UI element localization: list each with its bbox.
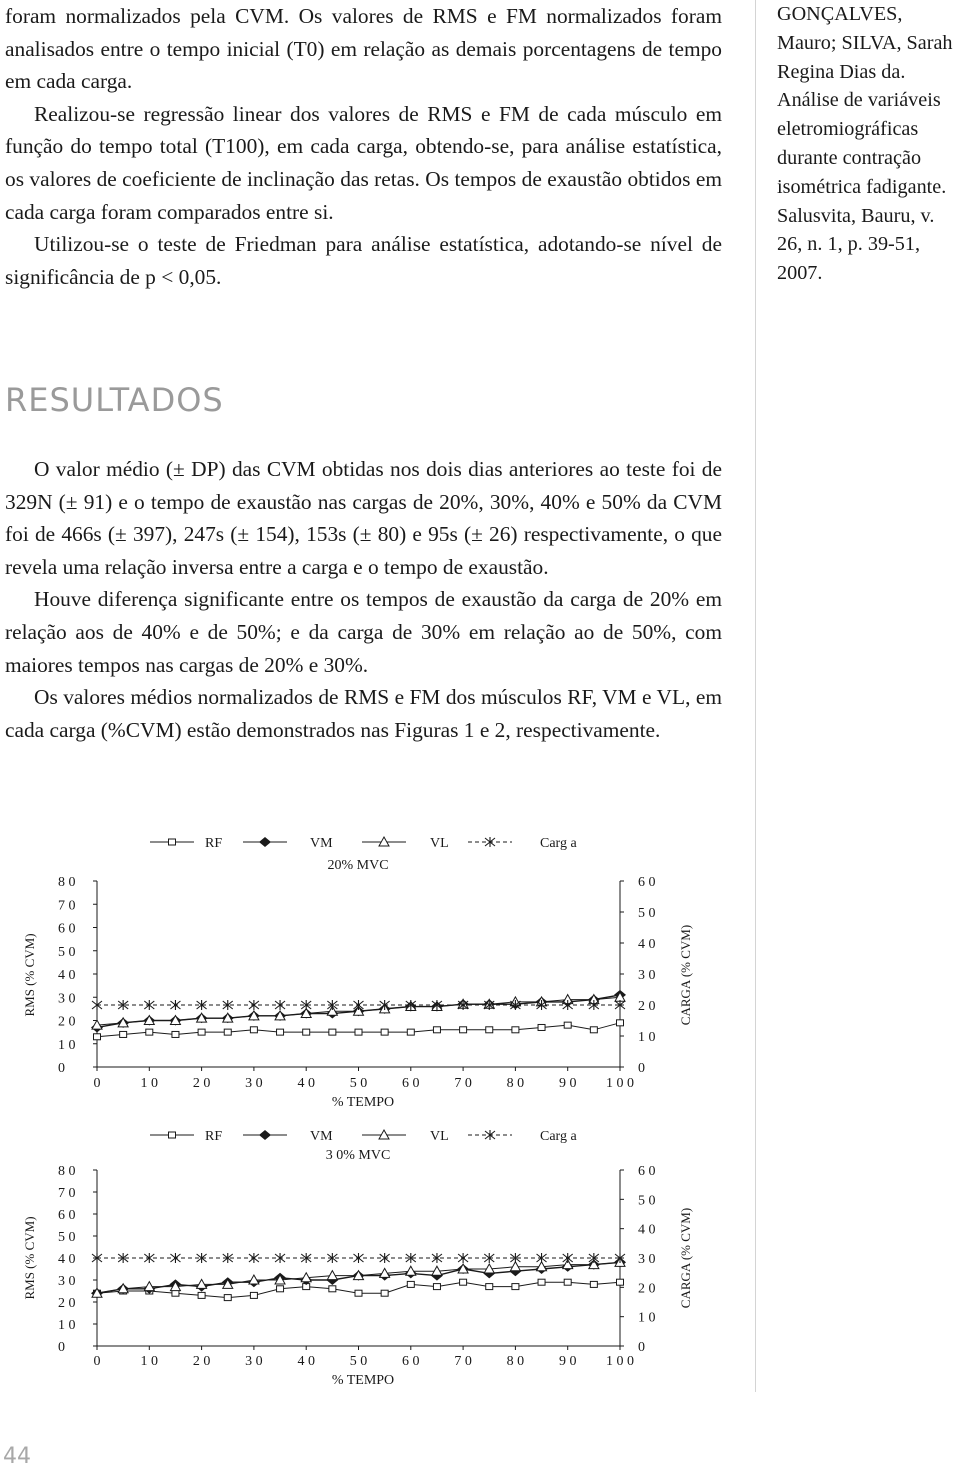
results-paragraph-1: O valor médio (± DP) das CVM obtidas nos dois dias anteriores ao teste foi de 329N (± 91) e o tempo de exaustão nas cargas de 20%, 30%, 40% e 50% da CVM foi de 466s (± 397), 247s (± 154), 153s (± 80) e 95s (± 26) respectivamente, o que revela uma relação inversa entre a carga e o tempo de exaustão. — [5, 457, 722, 579]
data-point — [144, 1253, 154, 1263]
y-right-tick-label: 2 0 — [638, 1281, 656, 1297]
data-point — [172, 1031, 179, 1037]
data-point — [120, 1031, 127, 1037]
data-point — [250, 1292, 257, 1298]
legend-label: VM — [310, 836, 333, 851]
x-axis-label: % TEMPO — [331, 1373, 395, 1388]
x-tick-label: 2 0 — [192, 1076, 211, 1091]
data-point — [275, 1253, 285, 1263]
results-paragraph-3: Os valores médios normalizados de RMS e FM dos músculos RF, VM e VL, em cada carga (%CVM) estão demonstrados nas Figuras 1 e 2, respectivamente. — [5, 685, 722, 742]
x-tick-label: 7 0 — [454, 1076, 472, 1091]
y-right-tick-label: 6 0 — [638, 875, 656, 890]
data-point — [249, 1253, 259, 1263]
y-right-tick-label: 6 0 — [638, 1164, 656, 1179]
citation-details: Bauru, v. 26, n. 1, p. 39-51, 2007. — [777, 204, 935, 285]
legend-label: RF — [205, 1129, 223, 1144]
chart-30-mvc — [0, 1118, 740, 1393]
data-point — [407, 1029, 414, 1035]
legend-marker — [259, 1130, 271, 1140]
data-point — [170, 1253, 180, 1263]
data-point — [381, 1290, 388, 1296]
y-left-tick-label: 1 0 — [58, 1037, 76, 1053]
y-left-tick-label: 0 — [58, 1340, 65, 1355]
intro-paragraph-2: Realizou-se regressão linear dos valores de RMS e FM de cada músculo em função do tempo total (T100), em cada carga, obtendo-se, para análise estatística, os valores de coeficiente de inclinação das retas. Os tempos de exaustão obtidos em cada carga foram comparados entre si. — [5, 101, 722, 224]
y-right-tick-label: 1 0 — [638, 1030, 656, 1045]
data-point — [564, 1279, 571, 1285]
y-right-axis-label: CARGA (% CVM) — [678, 1207, 693, 1309]
data-point — [538, 1024, 545, 1030]
legend-item — [468, 1129, 577, 1144]
y-right-tick-label: 3 0 — [638, 968, 656, 983]
data-point — [144, 1282, 154, 1291]
x-tick-label: 0 — [93, 1076, 101, 1091]
x-tick-label: 7 0 — [454, 1354, 472, 1369]
legend-marker — [169, 1132, 176, 1138]
data-point — [329, 1286, 336, 1292]
x-tick-label: 1 0 0 — [606, 1076, 634, 1091]
data-point — [563, 1000, 573, 1010]
data-point — [460, 1027, 467, 1033]
data-point — [564, 1022, 571, 1028]
citation-authors: GONÇALVES, Mauro; SILVA, Sarah Regina Dias da. — [777, 3, 953, 83]
results-paragraph-2: Houve diferença significante entre os tempos de exaustão da carga de 20% em relação aos de 40% e de 50%; e da carga de 30% em relação ao de 50%, com maiores tempos nas cargas de 20% e 30%. — [5, 587, 722, 677]
data-point — [277, 1029, 284, 1035]
x-tick-label: 9 0 — [558, 1076, 577, 1091]
data-point — [460, 1279, 467, 1285]
intro-paragraph-3: Utilizou-se o teste de Friedman para análise estatística, adotando-se nível de significância de p < 0,05. — [5, 232, 722, 289]
legend-label: VL — [430, 836, 449, 851]
y-left-tick-label: 6 0 — [58, 921, 76, 937]
x-tick-label: 6 0 — [402, 1076, 420, 1091]
legend-item — [362, 1129, 449, 1144]
chart-title: 20% MVC — [327, 858, 389, 873]
data-point — [144, 1000, 154, 1010]
y-left-tick-label: 3 0 — [58, 991, 76, 1007]
legend-item — [243, 1129, 333, 1144]
data-point — [170, 1000, 180, 1010]
y-left-axis-label: RMS (% CVM) — [22, 1216, 37, 1300]
legend-item — [243, 836, 333, 851]
x-tick-label: 5 0 — [349, 1354, 368, 1369]
data-point — [198, 1029, 205, 1035]
citation-reference — [777, 202, 960, 288]
data-point — [590, 1281, 597, 1287]
section-heading: RESULTADOS — [5, 381, 224, 419]
intro-text — [5, 0, 722, 293]
intro-paragraph-1: foram normalizados pela CVM. Os valores de RMS e FM normalizados foram analisados entre o tempo inicial (T0) em relação as demais porcentagens de tempo em cada carga. — [5, 4, 722, 94]
legend-marker — [259, 837, 271, 847]
y-left-tick-label: 4 0 — [58, 1252, 76, 1267]
y-right-tick-label: 2 0 — [638, 999, 656, 1014]
x-tick-label: 6 0 — [402, 1354, 420, 1369]
x-tick-label: 8 0 — [506, 1354, 525, 1369]
data-point — [381, 1029, 388, 1035]
data-point — [380, 1000, 390, 1010]
data-point — [224, 1295, 231, 1301]
y-left-tick-label: 8 0 — [58, 1164, 76, 1179]
y-left-tick-label: 8 0 — [58, 875, 76, 890]
y-right-tick-label: 0 — [638, 1340, 645, 1355]
data-point — [355, 1029, 362, 1035]
citation-box — [777, 0, 960, 288]
legend-label: Carg a — [540, 836, 577, 851]
data-point — [563, 1253, 573, 1263]
legend-item — [468, 836, 577, 851]
page-number: 44 — [3, 1444, 31, 1469]
data-point — [406, 1266, 416, 1275]
data-point — [354, 1253, 364, 1263]
data-point — [512, 1284, 519, 1290]
x-tick-label: 0 — [93, 1354, 101, 1369]
chart-20-mvc — [0, 825, 740, 1115]
y-right-tick-label: 4 0 — [638, 1222, 656, 1238]
legend-item — [150, 836, 222, 851]
data-point — [486, 1284, 493, 1290]
legend-label: VL — [430, 1129, 449, 1144]
data-point — [407, 1281, 414, 1287]
data-point — [94, 1034, 101, 1040]
x-tick-label: 3 0 — [245, 1076, 263, 1091]
y-left-tick-label: 7 0 — [58, 898, 76, 914]
y-right-tick-label: 1 0 — [638, 1310, 656, 1326]
y-left-tick-label: 6 0 — [58, 1208, 76, 1223]
y-left-tick-label: 2 0 — [58, 1014, 76, 1030]
y-left-tick-label: 3 0 — [58, 1274, 76, 1289]
data-point — [617, 1279, 624, 1285]
x-tick-label: 5 0 — [349, 1076, 368, 1091]
data-point — [512, 1027, 519, 1033]
citation-title: Análise de variáveis eletromiográficas durante contração isométrica fadigante. — [777, 89, 947, 198]
x-axis-label: % TEMPO — [331, 1095, 395, 1110]
y-right-tick-label: 5 0 — [638, 906, 656, 921]
y-left-tick-label: 5 0 — [58, 1230, 76, 1245]
legend-label: RF — [205, 836, 223, 851]
data-point — [303, 1029, 310, 1035]
data-point — [224, 1029, 231, 1035]
y-right-tick-label: 5 0 — [638, 1193, 656, 1209]
y-right-tick-label: 3 0 — [638, 1252, 656, 1267]
x-tick-label: 1 0 — [140, 1076, 159, 1091]
y-left-axis-label: RMS (% CVM) — [22, 933, 37, 1017]
legend-item — [150, 1129, 222, 1144]
data-point — [458, 1253, 468, 1263]
data-point — [433, 1027, 440, 1033]
x-tick-label: 1 0 0 — [606, 1354, 634, 1369]
data-point — [590, 1027, 597, 1033]
y-left-tick-label: 2 0 — [58, 1296, 76, 1311]
data-point — [617, 1020, 624, 1026]
y-left-tick-label: 7 0 — [58, 1186, 76, 1201]
data-point — [329, 1029, 336, 1035]
x-tick-label: 9 0 — [558, 1354, 577, 1369]
data-point — [355, 1290, 362, 1296]
legend-marker — [169, 839, 176, 845]
data-point — [275, 1000, 285, 1010]
legend-item — [362, 836, 449, 851]
data-point — [486, 1027, 493, 1033]
data-point — [327, 1271, 337, 1280]
x-tick-label: 8 0 — [506, 1076, 525, 1091]
results-text — [5, 453, 722, 746]
data-point — [249, 1000, 259, 1010]
data-point — [380, 1253, 390, 1263]
x-tick-label: 1 0 — [140, 1354, 159, 1369]
legend-label: VM — [310, 1129, 333, 1144]
y-left-tick-label: 5 0 — [58, 944, 76, 960]
y-left-tick-label: 4 0 — [58, 968, 76, 983]
legend-marker — [485, 837, 495, 847]
y-right-tick-label: 4 0 — [638, 937, 656, 952]
y-right-tick-label: 0 — [638, 1061, 645, 1076]
data-point — [354, 1000, 364, 1010]
legend-label: Carg a — [540, 1129, 577, 1144]
x-tick-label: 2 0 — [192, 1354, 211, 1369]
data-point — [433, 1284, 440, 1290]
data-point — [250, 1027, 257, 1033]
x-tick-label: 4 0 — [297, 1354, 315, 1369]
citation-journal: Salusvita, — [777, 204, 857, 227]
data-point — [277, 1286, 284, 1292]
data-point — [198, 1292, 205, 1298]
chart-title: 3 0% MVC — [325, 1148, 391, 1163]
data-point — [538, 1279, 545, 1285]
data-point — [146, 1029, 153, 1035]
x-tick-label: 4 0 — [297, 1076, 315, 1091]
y-left-tick-label: 1 0 — [58, 1318, 76, 1333]
legend-marker — [485, 1130, 495, 1140]
column-divider — [755, 0, 756, 1392]
y-right-axis-label: CARGA (% CVM) — [678, 924, 693, 1026]
x-tick-label: 3 0 — [245, 1354, 263, 1369]
y-left-tick-label: 0 — [58, 1061, 65, 1076]
